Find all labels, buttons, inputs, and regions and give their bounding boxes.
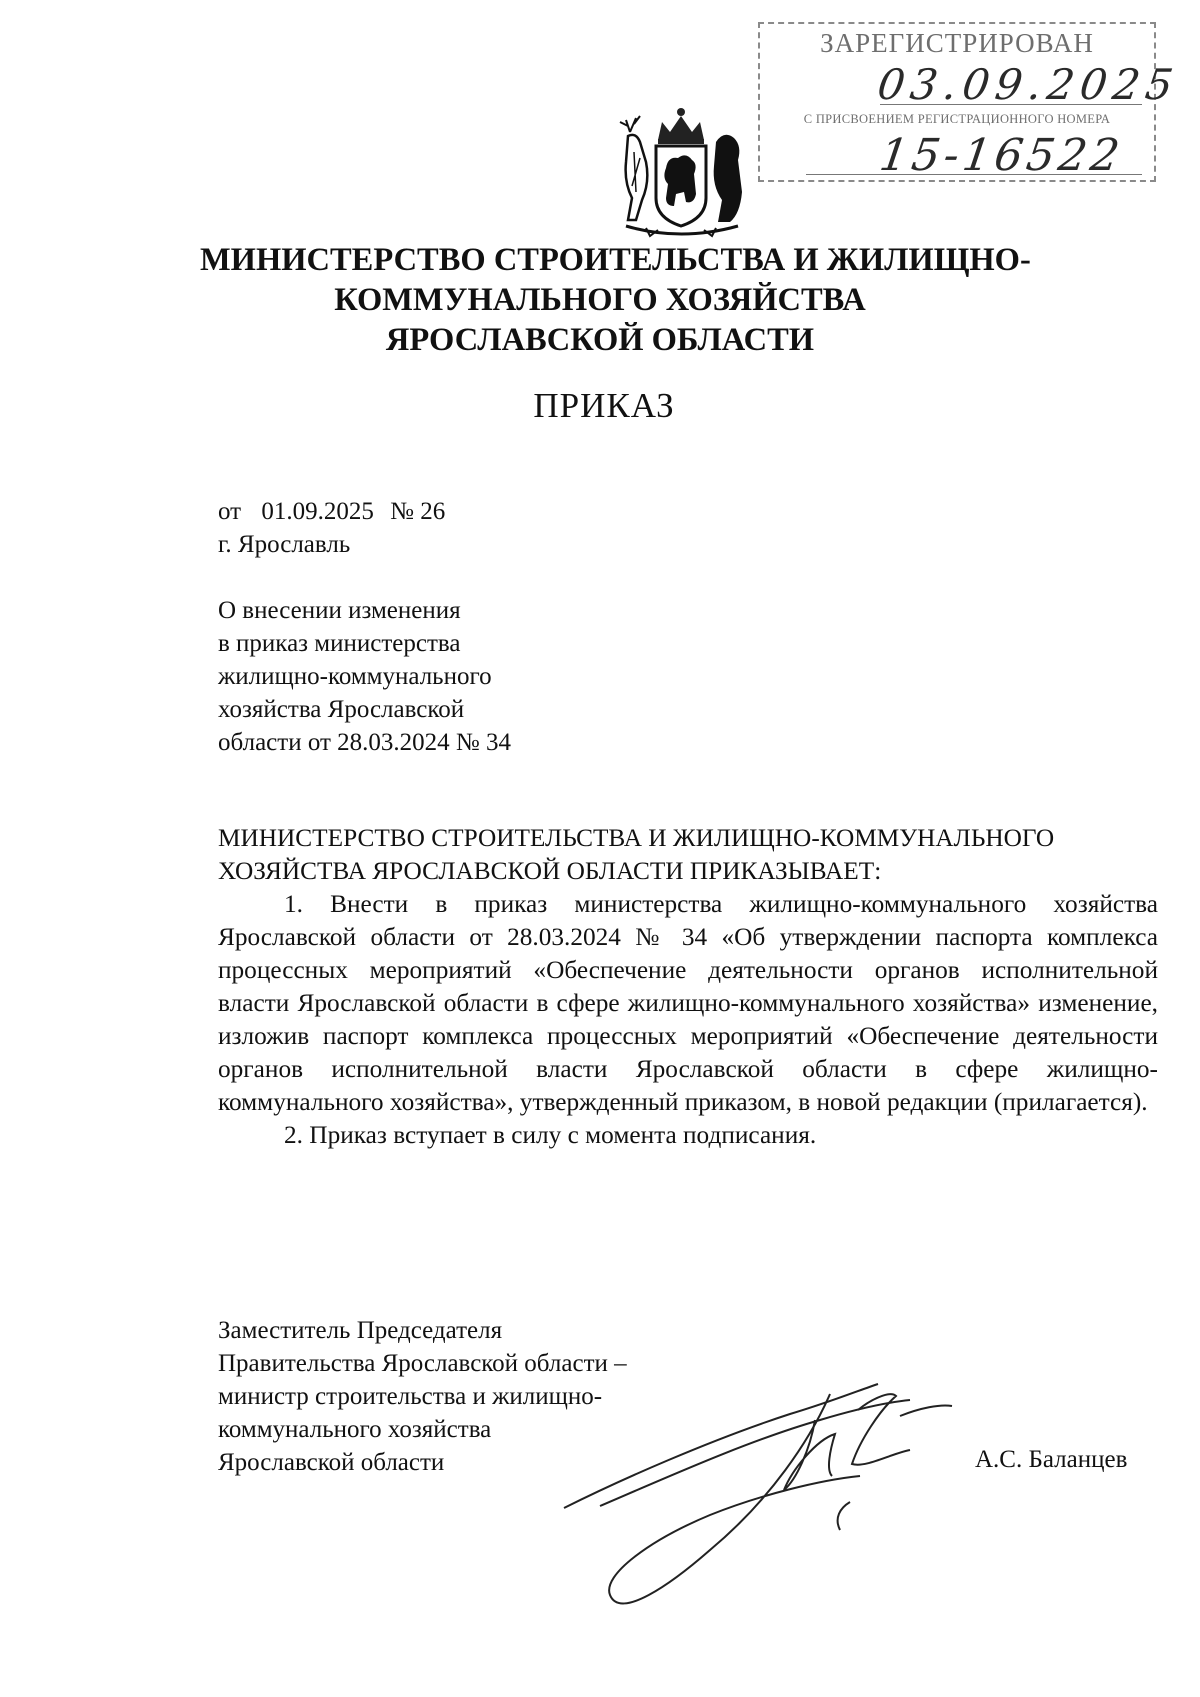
stamp-number: 15-16522 [876,130,1127,181]
coat-of-arms-icon [606,102,756,242]
from-label: от [218,498,242,525]
stamp-divider [880,104,1142,105]
order-number: № 26 [390,498,446,525]
stamp-divider [806,174,1142,175]
order-date-line [218,495,445,528]
stamp-date: 03.09.2025 [874,60,1182,109]
ministry-line: КОММУНАЛЬНОГО ХОЗЯЙСТВА [334,282,866,318]
handwritten-signature-icon [560,1380,980,1630]
order-body [218,822,1158,1152]
subject-line: жилищно-коммунального [218,663,492,690]
body-lead-line: МИНИСТЕРСТВО СТРОИТЕЛЬСТВА И ЖИЛИЩНО-КОММУНАЛЬНОГО [218,824,1055,852]
order-meta [218,495,445,561]
body-paragraph: 1. Внести в приказ министерства жилищно-коммунального хозяйства Ярославской области от 28.03.2024 № 34 «Об утверждении паспорта комплекса процессных мероприятий «Обеспечение деятельности органов исполнительной власти Ярославской области в сфере жилищно-коммунального хозяйства» изменение, изложив паспорт комплекса процессных мероприятий «Обеспечение деятельности органов исполнительной власти Ярославской области в сфере жилищно-коммунального хозяйства», утвержденный приказом, в новой редакции (прилагается). [218,890,1158,1116]
position-line: Ярославской области [218,1449,445,1476]
stamp-title: ЗАРЕГИСТРИРОВАН [820,28,1094,58]
subject-line: области от 28.03.2024 № 34 [218,729,512,756]
stamp-subtitle: С ПРИСВОЕНИЕМ РЕГИСТРАЦИОННОГО НОМЕРА [803,112,1111,126]
ministry-line: ЯРОСЛАВСКОЙ ОБЛАСТИ [385,322,815,358]
body-lead-line: ХОЗЯЙСТВА ЯРОСЛАВСКОЙ ОБЛАСТИ ПРИКАЗЫВАЕТ: [218,857,882,885]
position-line: министр строительства и жилищно- [218,1383,603,1410]
subject-line: О внесении изменения [218,597,461,624]
position-line: Заместитель Председателя [218,1317,503,1344]
position-line: Правительства Ярославской области – [218,1350,627,1377]
subject-line: в приказ министерства [218,630,461,657]
registration-stamp [758,22,1182,182]
signatory-name: А.С. Баланцев [975,1446,1128,1473]
order-subject [218,594,511,759]
body-paragraph: 2. Приказ вступает в силу с момента подписания. [284,1121,817,1149]
ministry-header [200,240,1031,360]
order-date: 01.09.2025 [261,498,374,525]
ministry-line: МИНИСТЕРСТВО СТРОИТЕЛЬСТВА И ЖИЛИЩНО- [200,242,1031,278]
document-type-title: ПРИКАЗ [533,386,675,425]
position-line: коммунального хозяйства [218,1416,492,1443]
order-city: г. Ярославль [218,531,351,558]
subject-line: хозяйства Ярославской [218,696,465,723]
